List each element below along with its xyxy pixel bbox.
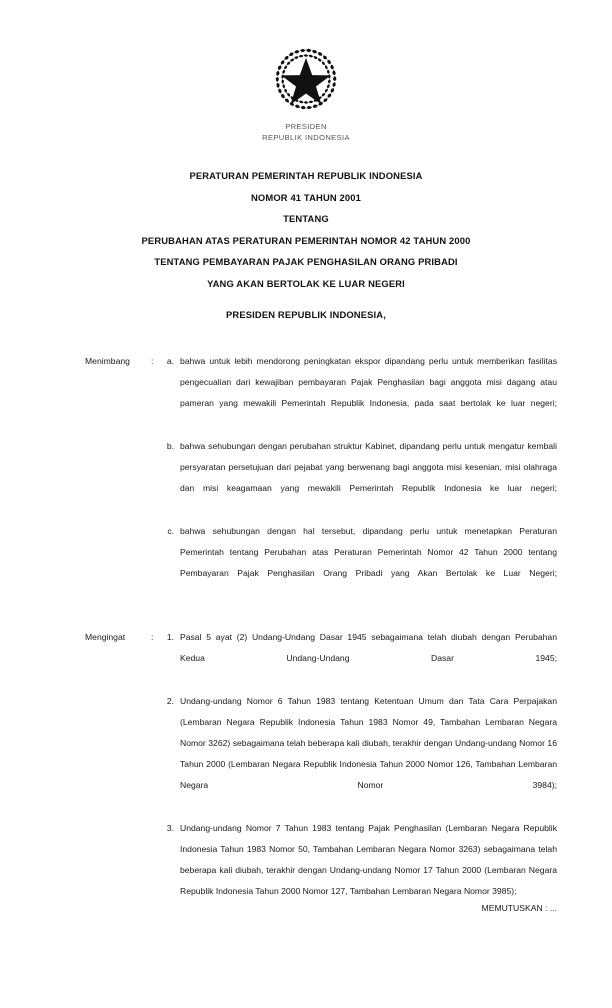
menimbang-colon: : [151,356,154,366]
clause-text: Undang-undang Nomor 6 Tahun 1983 tentang Ketentuan Umum dan Tata Cara Perpajakan (Lembaran Negara Republik Indonesia Tahun 1983 Nomor 49, Tambahan Lembaran Negara Nomor 3262) sebagaimana telah beberapa kali diubah, terakhir dengan Undang-undang Nomor 16 Tahun 2000 (Lembaran Negara Republik Indonesia Tahun 2000 Nomor 126, Tambahan Lembaran Negara Nomor 3984); [180,695,557,791]
title-line-4: PERUBAHAN ATAS PERATURAN PEMERINTAH NOMOR 42 TAHUN 2000 [141,234,471,246]
clause-row [85,351,557,605]
clause-row [85,627,557,903]
clause-text: bahwa sehubungan dengan perubahan struktur Kabinet, dipandang perlu untuk mengatur kembali persyaratan persetujuan dari pejabat yang berwenang bagi anggota misi kesenian, misi olahraga dan misi keagamaan yang mewakili Pemerintah Republik Indonesia ke luar negeri; [180,440,557,494]
clause-text: bahwa sehubungan dengan hal tersebut, dipandang perlu untuk menetapkan Peraturan Pemerintah tentang Perubahan atas Peraturan Pemerintah Nomor 42 Tahun 2000 tentang Pembayaran Pajak Penghasilan Orang Pribadi yang Akan Bertolak ke Luar Negeri; [180,525,557,579]
presidential-emblem-block [0,40,612,143]
clause-item [165,436,557,521]
clause-marker: 3. [166,822,174,833]
clause-marker: c. [167,525,174,536]
mengingat-items [165,627,557,903]
clause-text: bahwa untuk lebih mendorong peningkatan ekspor dipandang perlu untuk memberikan fasilitas pengecualian dari kewajiban pembayaran Pajak Penghasilan bagi anggota misi dagang atau pameran yang mewakili Pemerintah Republik Indonesia, pada saat bertolak ke luar negeri; [180,356,557,409]
authority-line: PRESIDEN REPUBLIK INDONESIA, [226,309,386,320]
emblem-caption [0,122,612,143]
emblem-caption-line-2: REPUBLIK INDONESIA [262,132,350,142]
emblem-caption-line-1: PRESIDEN [285,122,327,131]
clause-text: Undang-undang Nomor 7 Tahun 1983 tentang Pajak Penghasilan (Lembaran Negara Republik Indonesia Tahun 1983 Nomor 50, Tambahan Lembaran Negara Nomor 3263) sebagaimana telah beberapa kali diubah, terakhir dengan Undang-undang Nomor 17 Tahun 2000 (Lembaran Negara Republik Indonesia Tahun 2000 Nomor 127, Tambahan Lembaran Negara Nomor 3985); [180,822,557,897]
clause-marker: 2. [166,695,174,706]
clause-text: Pasal 5 ayat (2) Undang-Undang Dasar 1945 sebagaimana telah diubah dengan Perubahan Kedua Undang-Undang Dasar 1945; [180,632,557,664]
clause-item [165,627,557,691]
mengingat-colon: : [151,632,154,642]
title-line-6: YANG AKAN BERTOLAK KE LUAR NEGERI [207,277,405,289]
garuda-star-wreath-emblem-icon [273,40,339,118]
clause-item [165,691,557,818]
title-line-5: TENTANG PEMBAYARAN PAJAK PENGHASILAN ORANG PRIBADI [154,256,458,267]
menimbang-label: Menimbang [85,356,130,366]
memutuskan-footer: MEMUTUSKAN : ... [481,903,557,913]
clause-item [165,818,557,903]
mengingat-label: Mengingat [85,632,126,642]
clause-marker: 1. [166,632,174,642]
clause-marker: a. [166,356,174,366]
title-line-2: NOMOR 41 TAHUN 2001 [251,191,361,203]
menimbang-items [165,351,557,605]
clause-item [165,351,557,436]
mengingat-section [85,627,557,903]
document-title-block [0,165,612,294]
clause-marker: b. [166,440,174,451]
menimbang-section [85,351,557,605]
title-line-3: TENTANG [283,213,329,224]
clause-item [165,521,557,606]
title-line-1: PERATURAN PEMERINTAH REPUBLIK INDONESIA [189,170,423,181]
